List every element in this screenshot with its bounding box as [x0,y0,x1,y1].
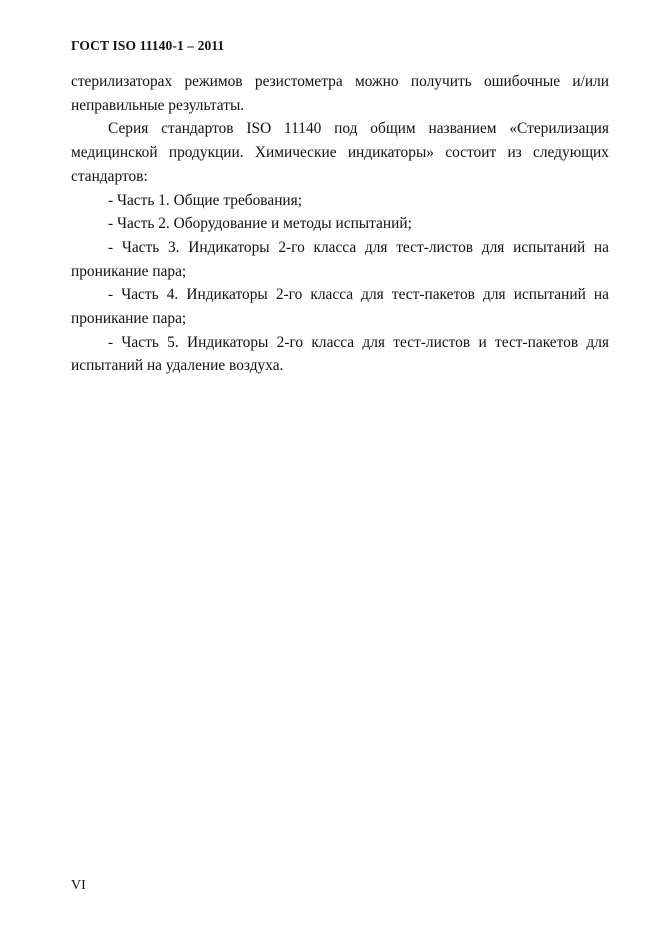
page-number: VI [71,878,86,893]
document-header-code: ГОСТ ISO 11140-1 – 2011 [71,38,225,53]
document-body [71,70,609,378]
list-item-part-3: - Часть 3. Индикаторы 2-го класса для тест-листов для испытаний на проникание пара; [71,238,609,280]
list-item-part-1: - Часть 1. Общие требования; [108,191,303,209]
paragraph-series-intro: Серия стандартов ISO 11140 под общим названием «Стерилизация медицинской продукции. Химические индикаторы» состоит из следующих стандартов: [71,120,609,185]
list-item-part-5: - Часть 5. Индикаторы 2-го класса для тест-листов и тест-пакетов для испытаний на удаление воздуха. [71,333,609,375]
list-item-part-4: - Часть 4. Индикаторы 2-го класса для тест-пакетов для испытаний на проникание пара; [71,286,609,328]
list-item-part-2: - Часть 2. Оборудование и методы испытаний; [108,215,412,233]
paragraph-continuation: стерилизаторах режимов резистометра можно получить ошибочные и/или неправильные результаты. [71,73,609,114]
